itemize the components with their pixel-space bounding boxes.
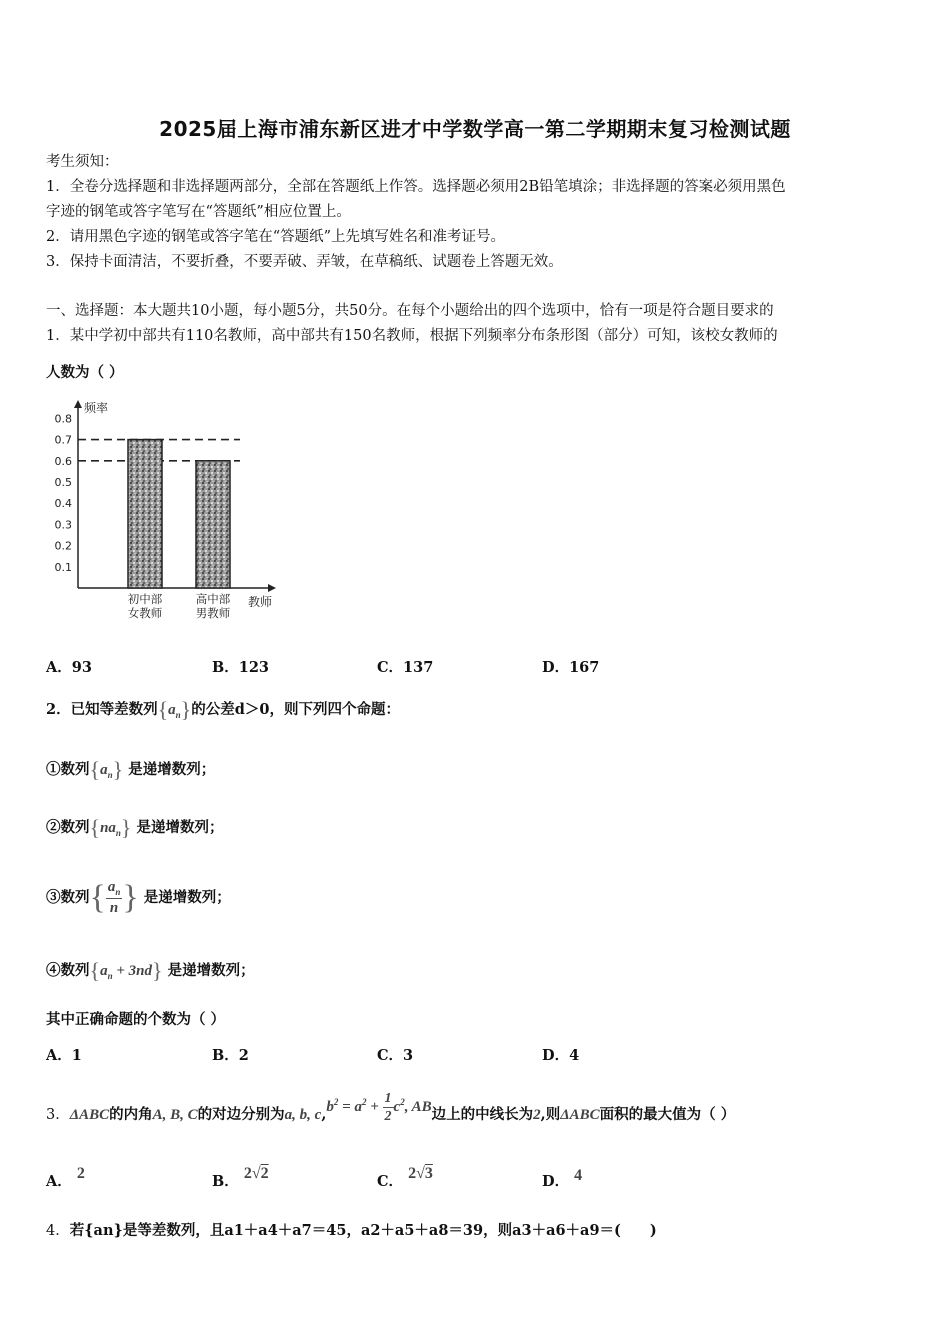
notice-item-3: 3．保持卡面清洁，不要折叠，不要弄破、弄皱，在草稿纸、试题卷上答题无效。 — [46, 254, 563, 270]
fraction-a-over-n: $\frac{a_n}{n}$ — [107, 879, 121, 916]
x-axis-arrow — [268, 584, 276, 592]
q3-option-a[interactable]: A． 2 — [46, 1165, 85, 1190]
x-axis-label: 教师 — [247, 595, 272, 609]
proposition-1: ①数列$\{a_n\}$ 是递增数列； — [46, 757, 216, 782]
frequency-bar-chart — [40, 392, 290, 632]
q2-stem-pre: 2．已知等差数列 — [46, 701, 158, 718]
x-category-label: 初中部 — [127, 592, 163, 606]
x-category-label: 女教师 — [127, 606, 163, 620]
q3-option-c[interactable]: C． 2√3 — [377, 1165, 433, 1190]
y-tick-label: 0.8 — [54, 412, 72, 426]
q2-option-a[interactable]: A．1 — [46, 1047, 82, 1064]
notice-item-1-line-1: 1．全卷分选择题和非选择题两部分，全部在答题纸上作答。选择题必须用2B铅笔填涂；非选择题的答案必须用黑色 — [46, 179, 786, 195]
q3-equation: $b^2 = a^2$ + $\frac{1}{2}$ $c^2$, AB — [326, 1090, 432, 1124]
seq-a: $a_n$ — [168, 702, 181, 720]
q3-option-d[interactable]: D． 4 — [542, 1167, 583, 1190]
question-2-stem — [46, 697, 400, 728]
q1-option-a[interactable]: A．93 — [46, 659, 92, 676]
q2-option-b[interactable]: B．2 — [212, 1047, 249, 1064]
y-tick-label: 0.1 — [54, 560, 72, 574]
notice-item-1-line-2: 字迹的钢笔或答字笔写在“答题纸”相应位置上。 — [46, 204, 351, 220]
question-4: 4．若{an}是等差数列，且a1＋a4＋a7＝45，a2＋a5＋a8＝39，则a3＋a6＋a9＝( ) — [46, 1222, 657, 1239]
right-brace: } — [180, 697, 192, 722]
proposition-3: ③数列{ $\frac{a_n}{n}$ } 是递增数列； — [46, 879, 231, 916]
q2-stem-post: 的公差d＞0，则下列四个命题： — [191, 701, 400, 718]
y-axis-arrow — [74, 400, 82, 408]
bar — [196, 461, 230, 588]
page-title: 2025届上海市浦东新区进才中学数学高一第二学期期末复习检测试题 — [159, 117, 791, 141]
section-heading: 一、选择题：本大题共10小题，每小题5分，共50分。在每个小题给出的四个选项中，恰有一项是符合题目要求的 — [46, 303, 774, 319]
question-3: 3．ΔABC的内角A, B, C的对边分别为a, b, $c,b^2 = a^2$ + $\frac{1}{2}$ $c^2$, AB边上的中线长为2,则ΔABC面积的最大值为（ ） — [46, 1090, 736, 1124]
y-tick-label: 0.6 — [54, 454, 72, 468]
question-1-line-1: 1．某中学初中部共有110名教师，高中部共有150名教师，根据下列频率分布条形图（部分）可知，该校女教师的 — [46, 328, 778, 344]
y-tick-label: 0.2 — [54, 539, 72, 553]
x-category-label: 高中部 — [195, 592, 231, 606]
q3-option-b[interactable]: B． 2√2 — [212, 1165, 269, 1190]
y-tick-label: 0.3 — [54, 518, 72, 532]
q2-option-d[interactable]: D．4 — [542, 1047, 580, 1064]
y-axis-label: 频率 — [84, 401, 109, 415]
question-1-line-2: 人数为（ ） — [46, 364, 124, 381]
question-2-prompt: 其中正确命题的个数为（ ） — [46, 1011, 226, 1028]
notice-heading: 考生须知： — [46, 154, 119, 170]
bar — [128, 440, 162, 588]
q2-option-c[interactable]: C．3 — [377, 1047, 414, 1064]
x-category-label: 男教师 — [195, 606, 231, 620]
q1-option-b[interactable]: B．123 — [212, 659, 270, 676]
proposition-4: ④数列$\{a_n + 3nd\}$ 是递增数列； — [46, 958, 255, 983]
y-tick-label: 0.4 — [54, 497, 72, 511]
left-brace: { — [157, 697, 169, 722]
y-tick-label: 0.7 — [54, 433, 72, 447]
q1-option-c[interactable]: C．137 — [377, 659, 434, 676]
proposition-2: ②数列$\{na_n\}$ 是递增数列； — [46, 815, 224, 840]
y-tick-label: 0.5 — [54, 476, 72, 489]
notice-item-2: 2．请用黑色字迹的钢笔或答字笔在“答题纸”上先填写姓名和准考证号。 — [46, 229, 506, 245]
q1-option-d[interactable]: D．167 — [542, 659, 600, 676]
